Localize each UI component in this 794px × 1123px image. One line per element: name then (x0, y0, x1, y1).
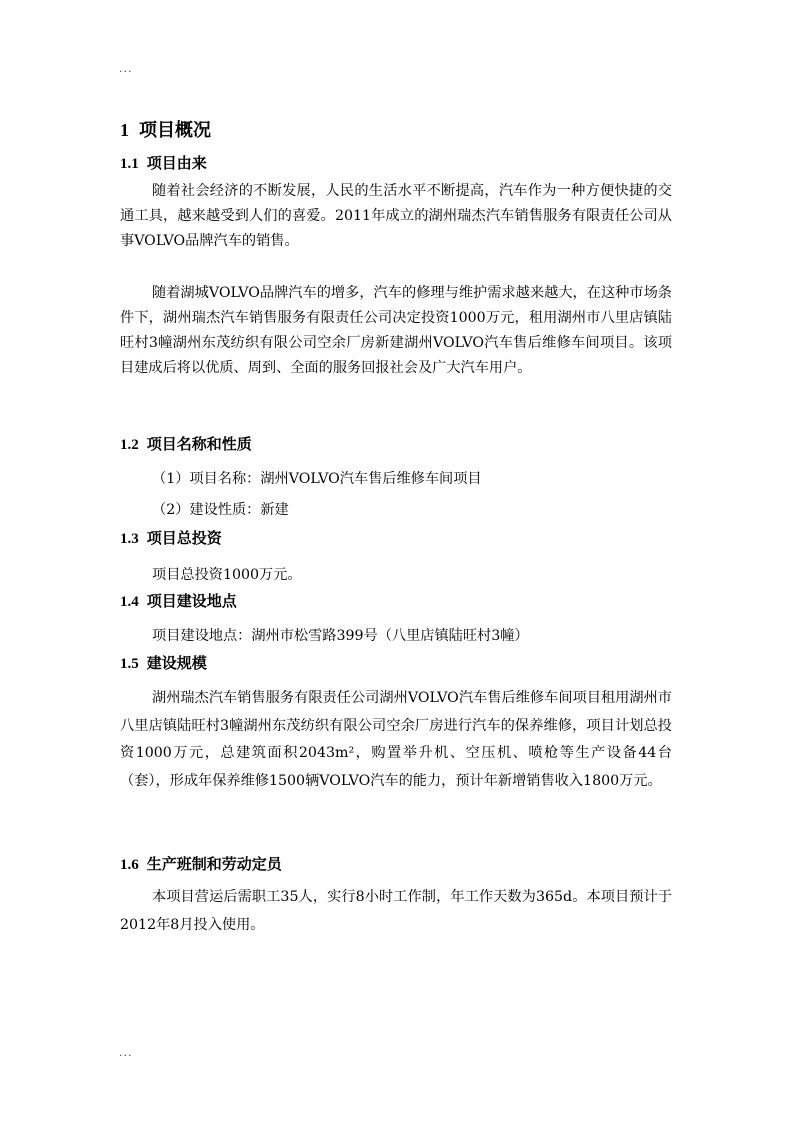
paragraph-1-5: 湖州瑞杰汽车销售服务有限责任公司湖州VOLVO汽车售后维修车间项目租用湖州市八里店镇陆旺村3幢湖州东茂纺织有限公司空余厂房进行汽车的保养维修，项目计划总投资1000万元，总建筑面积2043m²，购置举升机、空压机、喷枪等生产设备44台（套），形成年保养维修1500辆VOLVO汽车的能力，预计年新增销售收入1800万元。 (120, 690, 672, 789)
chapter-title: 项目概况 (139, 120, 211, 141)
paragraph-1-1-a: 随着社会经济的不断发展，人民的生活水平不断提高，汽车作为一种方便快捷的交通工具，越来越受到人们的喜爱。2011年成立的湖州瑞杰汽车销售服务有限责任公司从事VOLVO品牌汽车的销售。 (120, 183, 672, 249)
section-number: 1.4 (120, 594, 139, 610)
section-title: 项目建设地点 (146, 592, 237, 610)
section-number: 1.6 (120, 857, 139, 873)
section-title: 项目名称和性质 (146, 435, 252, 453)
header-marker: ... (119, 62, 133, 75)
section-number: 1.3 (120, 531, 139, 547)
list-item-project-name: （1）项目名称：湖州VOLVO汽车售后维修车间项目 (152, 471, 482, 487)
footer-marker: ... (119, 1046, 133, 1059)
section-number: 1.5 (120, 656, 139, 672)
list-item-construction-nature: （2）建设性质：新建 (152, 502, 289, 518)
section-title: 建设规模 (146, 654, 207, 672)
chapter-number: 1 (120, 120, 129, 140)
section-heading-1-6 (120, 853, 282, 874)
section-title: 项目由来 (146, 154, 207, 172)
paragraph-1-1-b: 随着湖城VOLVO品牌汽车的增多，汽车的修理与维护需求越来越大，在这种市场条件下，湖州瑞杰汽车销售服务有限责任公司决定投资1000万元，租用湖州市八里店镇陆旺村3幢湖州东茂纺织有限公司空余厂房新建湖州VOLVO汽车售后维修车间项目。该项目建成后将以优质、周到、全面的服务回报社会及广大汽车用户。 (120, 285, 672, 376)
section-heading-1-2 (120, 433, 252, 454)
section-heading-1-4 (120, 590, 237, 611)
section-title: 生产班制和劳动定员 (146, 855, 282, 873)
chapter-heading (120, 116, 211, 142)
section-number: 1.2 (120, 437, 139, 453)
total-investment-text: 项目总投资1000万元。 (152, 567, 302, 583)
section-title: 项目总投资 (146, 529, 222, 547)
section-number: 1.1 (120, 156, 139, 172)
location-text: 项目建设地点：湖州市松雪路399号（八里店镇陆旺村3幢） (152, 628, 529, 644)
paragraph-1-6: 本项目营运后需职工35人，实行8小时工作制，年工作天数为365d。本项目预计于2012年8月投入使用。 (120, 889, 672, 933)
section-heading-1-1 (120, 152, 207, 173)
section-heading-1-5 (120, 652, 207, 673)
section-heading-1-3 (120, 527, 222, 548)
